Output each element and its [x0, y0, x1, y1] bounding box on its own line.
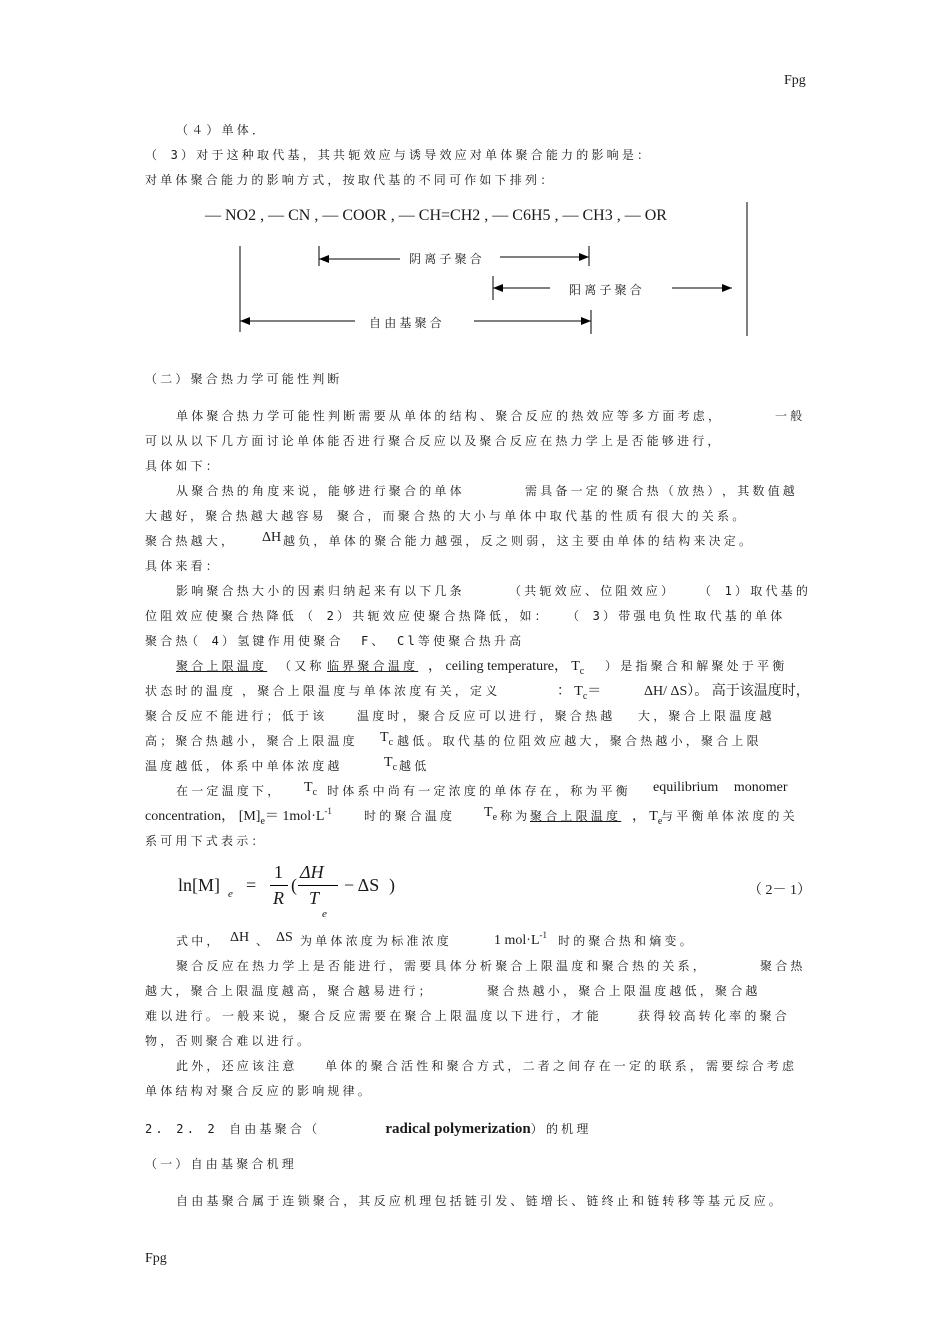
para4-k: ΔH/ ΔS）。 高于该温度时， — [644, 684, 810, 699]
critical-temp-term: 临界聚合温度 — [327, 659, 419, 673]
para7-d: 聚合热越小，聚合上限温度越低，聚合越 — [487, 984, 761, 998]
polymerization-range-diagram — [230, 200, 760, 340]
para7-h: 物，否则聚合难以进行。 — [145, 1034, 313, 1048]
para2-e: ，聚合热越大越容易 — [190, 509, 327, 523]
para6-c: 时的聚合热和熵变。 — [558, 934, 695, 948]
eq-lhs: ln[M] — [178, 875, 220, 895]
para5-b: 时体系中尚有一定浓度的单体存在，称为平衡 — [327, 784, 632, 798]
section-thermo-heading: （二）聚合热力学可能性判断 — [145, 372, 343, 386]
para5-g: 与平衡单体浓度的关 — [661, 809, 798, 823]
section-heading-en: radical polymerization — [385, 1121, 531, 1137]
para4-r: 越低 — [399, 759, 430, 773]
para4-h: ，聚合上限温度与单体浓度有关，定义 — [242, 684, 501, 698]
para9: 自由基聚合属于连锁聚合，其反应机理包括链引发、链增长、链终止和链转移等基元反应。 — [176, 1194, 785, 1208]
para2-b: 需具备一定的聚合热（放热） — [525, 484, 723, 498]
section-subheading: （一）自由基聚合机理 — [145, 1157, 298, 1171]
substituent-sequence: — NO2 , — CN , — COOR , — CH=CH2 , — C6H5 , — CH3 , — OR — [205, 207, 667, 224]
eq-tail: − ΔS — [344, 875, 380, 895]
para4-p: 越低。取代基的位阻效应越大，聚合热越小，聚合上限 — [397, 734, 762, 748]
para6-b: 为单体浓度为标准浓度 — [300, 934, 453, 948]
para3-g: 聚合热 — [145, 634, 191, 648]
para4-d: ， ceiling temperature， $T_c$ — [428, 659, 585, 677]
para5-te2: ， $T_e$ — [632, 809, 663, 827]
section-heading-tail: ）的机理 — [530, 1122, 592, 1136]
para4-b: （又称 — [279, 659, 325, 673]
para7-f: 一般来说，聚合反应需要在聚合上限温度以下进行，才能 — [222, 1009, 603, 1023]
eq-num2: ΔH — [300, 862, 324, 882]
para6-unit: 1 $mol\cdot L^{-1}$ — [494, 930, 547, 948]
para5-te: $T_e$ — [484, 805, 498, 823]
eq-num1: 1 — [274, 862, 283, 882]
para3-e: （ 2）共轭效应使聚合热降低，如： — [301, 609, 550, 623]
para6-sep: 、 — [256, 934, 272, 948]
para7-c: 越大，聚合上限温度越高，聚合越易进行； — [145, 984, 434, 998]
para2-dh: ΔH — [262, 530, 282, 545]
section-heading-2-2-2 — [145, 1118, 592, 1138]
eq-frac-bar-2 — [298, 885, 338, 886]
para5-f: 称为 — [500, 809, 531, 823]
para8-b: 单体的聚合活性和聚合方式，二者之间存在一定的联系， — [325, 1059, 706, 1073]
para3-c: （ 1）取代基的 — [699, 584, 812, 598]
para1-line2: 可以从以下几方面讨论单体能否进行聚合反应以及聚合反应在热力学上是否能够进行， — [145, 434, 723, 448]
eq-paren-open: ( — [291, 875, 297, 895]
para4-l: 聚合反应不能进行；低于该 — [145, 709, 328, 723]
para3-f: （ 3）带强电负性取代基的单体 — [567, 609, 786, 623]
para2-h: 越负，单体的聚合能力越强，反之则弱，这主要由单体的结构来决定。 — [283, 534, 755, 548]
para2-g: 聚合热越大， — [145, 534, 237, 548]
para3-a: 影响聚合热大小的因素归纳起来有以下几条 — [176, 584, 465, 598]
label-radical: 自由基聚合 — [369, 316, 446, 330]
section-heading-cn: 自由基聚合（ — [229, 1122, 321, 1136]
para4-q: 温度越低，体系中单体浓度越 — [145, 759, 343, 773]
eq-sub-e: e — [228, 888, 233, 900]
intro-line-1: （４）单体． — [176, 123, 268, 137]
para6-a: 式中， — [176, 934, 222, 948]
para1-tail: 一般 — [775, 409, 806, 423]
page-header: Fpg — [784, 73, 806, 88]
para8-a: 此外，还应该注意 — [176, 1059, 298, 1073]
eq-den2: T — [309, 888, 320, 908]
eq-sub-e2: e — [322, 908, 327, 920]
intro-line-2: （ 3）对于这种取代基，其共轭效应与诱导效应对单体聚合能力的影响是： — [145, 148, 653, 162]
ceiling-temp-term-2: 聚合上限温度 — [530, 809, 622, 823]
para3-b: （共轭效应、位阻效应） — [509, 584, 677, 598]
para1-line3: 具体如下： — [145, 459, 222, 473]
para5-tc: $T_c$ — [304, 780, 318, 798]
eq-den1: R — [273, 888, 284, 908]
intro-line-3: 对单体聚合能力的影响方式，按取代基的不同可作如下排列： — [145, 173, 556, 187]
para4-f: ）是指聚合和解聚处于平衡 — [605, 659, 788, 673]
eq-equals: = — [246, 875, 257, 895]
para4-i: ： $T_c=$ — [557, 684, 602, 702]
para4-n: 大，聚合上限温度越 — [638, 709, 775, 723]
para4-g: 状态时的温度 — [145, 684, 237, 698]
para4-tc1: $T_c$ — [380, 730, 394, 748]
eq-frac-bar-1 — [270, 885, 288, 886]
label-cationic: 阳离子聚合 — [569, 283, 646, 297]
eq-paren-close: ) — [389, 875, 395, 895]
para2-f: 聚合，而聚合热的大小与单体中取代基的性质有很大的关系。 — [337, 509, 748, 523]
para5-c: equilibrium monomer — [653, 780, 788, 795]
para1-line1: 单体聚合热力学可能性判断需要从单体的结构、聚合反应的热效应等多方面考虑， — [176, 409, 724, 423]
para3-d: 位阻效应使聚合热降低 — [145, 609, 298, 623]
para8-d: 单体结构对聚合反应的影响规律。 — [145, 1084, 374, 1098]
para4-o: 高；聚合热越小，聚合上限温度 — [145, 734, 358, 748]
para7-g: 获得较高转化率的聚合 — [638, 1009, 791, 1023]
para8-c: 需要综合考虑 — [706, 1059, 798, 1073]
para7-a: 聚合反应在热力学上是否能进行，需要具体分析聚合上限温度和聚合热的关系， — [176, 959, 709, 973]
para3-i: F、 Cl等使聚合热升高 — [361, 634, 525, 648]
para2-a: 从聚合热的角度来说，能够进行聚合的单体 — [176, 484, 465, 498]
para5-a: 在一定温度下， — [176, 784, 283, 798]
para4-m: 温度时，聚合反应可以进行，聚合热越 — [357, 709, 616, 723]
para3-h: （ 4）氢键作用使聚合 — [186, 634, 344, 648]
para5-e: 时的聚合温度 — [364, 809, 456, 823]
para4-tc2: $T_c$ — [384, 755, 398, 773]
para6-dh: ΔH — [230, 930, 250, 945]
equation-2-1 — [178, 858, 418, 922]
label-anionic: 阴离子聚合 — [409, 252, 486, 266]
para2-d: 大越好 — [145, 509, 191, 523]
para5-h: 系可用下式表示： — [145, 834, 267, 848]
para5-d: concentration， $[M]_e= 1mol\cdot L^{-1}$ — [145, 806, 332, 827]
para7-e: 难以进行。 — [145, 1009, 222, 1023]
page-footer: Fpg — [145, 1251, 167, 1266]
section-heading-number: 2. 2. 2 — [145, 1122, 218, 1136]
para6-ds: ΔS — [276, 930, 293, 945]
ceiling-temp-term: 聚合上限温度 — [176, 659, 268, 673]
para7-b: 聚合热 — [760, 959, 806, 973]
equation-number: （ 2－ 1） — [748, 883, 811, 898]
para2-c: ，其数值越 — [722, 484, 799, 498]
para2-i: 具体来看： — [145, 559, 222, 573]
